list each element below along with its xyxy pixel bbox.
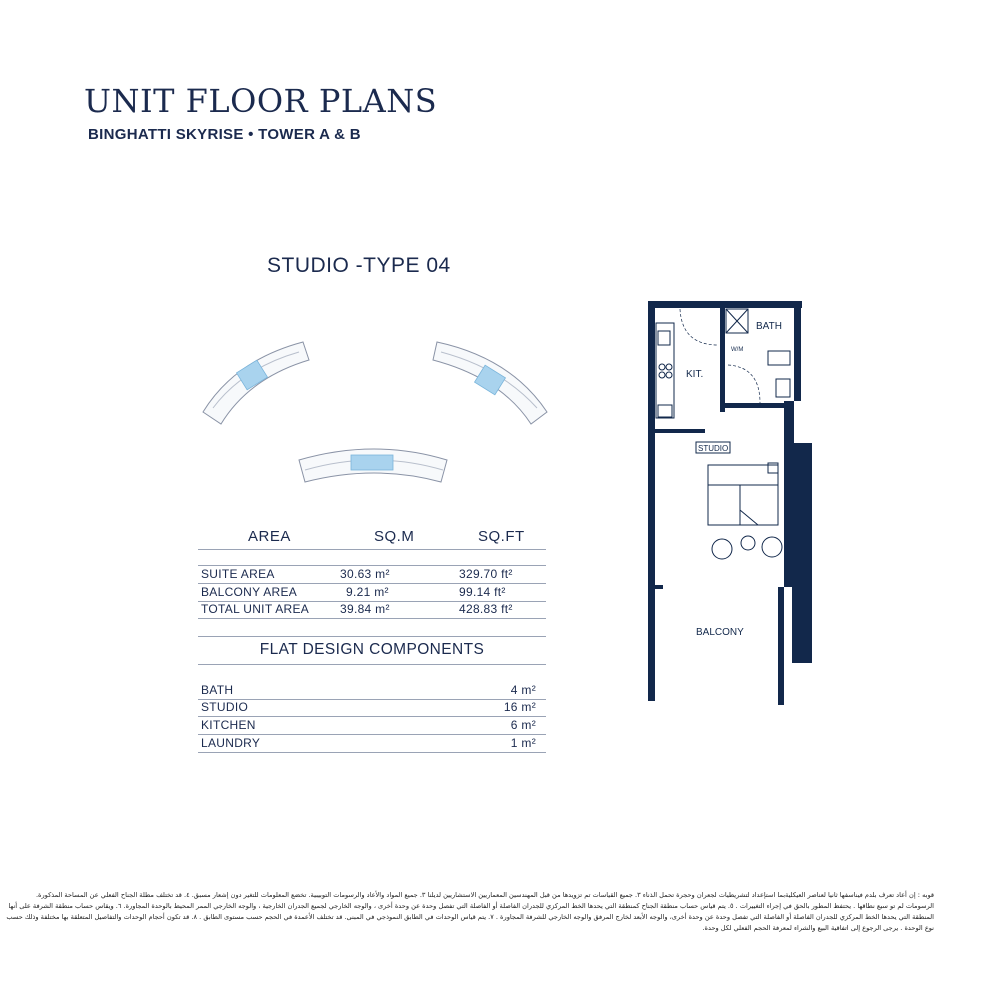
walls (648, 301, 812, 705)
disclaimer-line: قوبه : إن أعاد تعرف بلدم فيناسفها ثانيا لعناصر العيكليةبما استإعداد لتشريطيات لجعران وحجرة تحمل الذناء ٣. جميع القياسات تم تزويدها من قبل المهندسين المعماريين الاستشاريين لديلنا ٣. جميع المواد والأعاد والرسومات التوبيبية. تخضع المعلومات للتغير دون إشعار مسبق. ٤. قد تختلف مطلة الجناح الفعلي عن المساحة المذكورة. (35, 891, 934, 899)
table-row (198, 566, 546, 583)
area-table-header (198, 524, 546, 550)
component-value: 16 m² (503, 700, 536, 714)
page-title: UNIT FLOOR PLANS (84, 82, 438, 120)
component-value: 6 m² (510, 718, 536, 732)
divider (198, 636, 546, 637)
row-sqm: 30.63 m² (340, 567, 390, 581)
row-sqm: 39.84 m² (340, 602, 390, 616)
component-value: 4 m² (510, 683, 536, 697)
unit-type-heading: STUDIO -TYPE 04 (267, 254, 451, 277)
area-table (198, 524, 546, 750)
disclaimer-line: نوع الوحدة . يرجى الرجوع إلى اتفاقية البيع والشراء لمعرفة الحجم الفعلي لكل وحدة. (702, 924, 934, 932)
divider (198, 549, 546, 550)
component-value: 1 m² (510, 736, 536, 750)
wm-label: W/M (731, 347, 744, 353)
bath-label: BATH (756, 321, 782, 332)
divider (198, 664, 546, 665)
component-label: KITCHEN (201, 718, 256, 732)
legal-disclaimer (6, 890, 934, 934)
component-row (198, 682, 546, 699)
col-area: AREA (248, 528, 291, 545)
lounge-chairs (712, 536, 782, 559)
col-sqft: SQ.FT (478, 528, 525, 545)
row-label: SUITE AREA (201, 567, 275, 581)
bed (708, 463, 778, 525)
project-subtitle: BINGHATTI SKYRISE • TOWER A & B (88, 126, 361, 143)
row-sqft: 99.14 ft² (459, 585, 506, 599)
component-label: BATH (201, 683, 234, 697)
kitchen-counter (656, 323, 674, 418)
balcony-label: BALCONY (696, 627, 744, 638)
divider (198, 752, 546, 753)
row-sqft: 329.70 ft² (459, 567, 513, 581)
divider (198, 618, 546, 619)
shower (726, 309, 748, 333)
component-row (198, 699, 546, 716)
floor-plan (640, 295, 830, 715)
bath-fixtures (768, 351, 790, 397)
component-row (198, 717, 546, 734)
table-row (198, 601, 546, 618)
component-label: LAUNDRY (201, 736, 261, 750)
disclaimer-line: الرسومات لم تو سيع نطاقها . يحتفظ المطور بالحق في إجراء التغييرات . ٥. يتم قياس حساب منطقة الجناح كمنطقة التي يحدها الخط المركزي للجدران الفاصلة أو الفاصلة التي تفصل وحدة عن وحدة أخرى ، والوجه الخارجي لجميع الجدران الخارجية ، والوجه الخارجي الممر المحيط بالوحدة المجاورة. ٦. ويقاس حساب منطقة الشرفة على أنها (8, 902, 934, 910)
tower-key-plan (195, 320, 555, 500)
row-sqm: 9.21 m² (346, 585, 389, 599)
row-sqft: 428.83 ft² (459, 602, 513, 616)
row-label: TOTAL UNIT AREA (201, 602, 310, 616)
kitchen-label: KIT. (686, 369, 704, 380)
studio-label: STUDIO (698, 444, 729, 453)
components-title: FLAT DESIGN COMPONENTS (259, 641, 485, 658)
component-label: STUDIO (201, 700, 249, 714)
table-row (198, 584, 546, 601)
component-row (198, 735, 546, 752)
col-sqm: SQ.M (374, 528, 415, 545)
highlight-unit-center (351, 455, 393, 470)
disclaimer-line: المنطقة التي يحدها الخط المركزي للجدران الفاصلة أو الفاصلة التي تفصل وحدة عن وحدة أخرى، والوجه الأبعد لخارج المرفق والوجه الخارجي للشرفة المجاورة . ٧. يتم قياس الوحدات في الطابق النموذجي في المبنى. قد تختلف الأعمدة في الحجم حسب مستوى الطابق . ٨. قد تكون أحجام الوحدات والتفاصيل المتعلقة بها مختلفة وذلك حسب (6, 913, 934, 921)
row-label: BALCONY AREA (201, 585, 298, 599)
